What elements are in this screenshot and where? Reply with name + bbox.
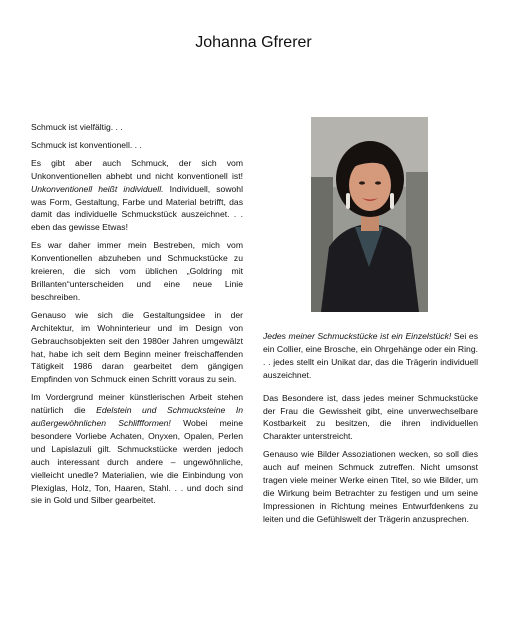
paragraph (263, 330, 478, 382)
text-run: Es gibt aber auch Schmuck, der sich vom Unkonventionellen abhebt und nicht konventionell ist! (31, 157, 243, 181)
text-run: Sei es ein Collier, eine Brosche, ein Ohrgehänge oder ein Ring. . . jedes stellt ein Unikat dar, das die Trägerin individuell auszeichnet. (263, 331, 478, 380)
emphasis-text: Unkonventionell heißt individuell. (31, 183, 164, 194)
emphasis-text: Edelstein und Schmucksteine In außergewöhnlichen Schliffformen! (31, 405, 243, 429)
paragraph: Schmuck ist vielfältig. . . (31, 122, 123, 132)
paragraph: Es war daher immer mein Bestreben, mich vom Konventionellen abzuheben und Schmuckstücke zu kreieren, die sich vom üblichen „Goldring mit Brillanten“unterscheiden und eine neue Linie beschreiben. (31, 240, 243, 302)
paragraph: Das Besondere ist, dass jedes meiner Schmuckstücke der Frau die Gewissheit gibt, eine unverwechselbare Kostbarkeit zu besitzen, die ihren individuellen Charakter unterstreicht. (263, 392, 478, 442)
text-run: Individuell, sowohl was Form, Gestaltung, Farbe und Material betrifft, das damit das individuelle Schmuckstück auszeichnet. . . eben das gewisse Etwas! (31, 183, 243, 233)
right-text-column (263, 330, 478, 526)
text-run: Wobei meine besondere Vorliebe Achaten, Onyxen, Opalen, Perlen und Lapislazuli gilt. Schmuckstücke werden jedoch auch interessant durch andere – ungewöhnliche, vielleicht unedle? Materialien, wie die Einbindung von Plexiglas, Holz, Ton, Haaren, Stahl. . . und doch sind sie in Gold und Silber gearbeitet. (31, 418, 243, 506)
emphasis-text: Jedes meiner Schmuckstücke ist ein Einzelstück! (263, 331, 452, 341)
left-text-column (31, 121, 243, 507)
paragraph: Genauso wie sich die Gestaltungsidee in der Architektur, im Wohninterieur und im Design von Gebrauchsobjekten seit den 1980er Jahren umgewälzt hat, habe ich seit dem Beginn meiner freischaffenden Tätigkeit 1986 daran gearbeitet dem gängigen Empfinden von Schmuck einen Schritt voraus zu sein. (31, 309, 243, 385)
paragraph: Genauso wie Bilder Assoziationen wecken, so soll dies auch auf meinen Schmuck zutreffen. Nicht umsonst tragen viele meiner Werke einen Titel, so wie Bilder, um die Wirkung beim Betrachter zu festigen und um seine Impressionen in Richtung meines Entwurfdenkens zu leiten und die Gefühlswelt der Trägerin anzusprechen. (263, 449, 478, 524)
paragraph: Schmuck ist konventionell. . . (31, 139, 142, 150)
portrait-image (311, 117, 428, 312)
text-run: Im Vordergrund meiner künstlerischen Arbeit stehen natürlich die (31, 392, 243, 416)
paragraph (31, 157, 243, 234)
portrait-photo (311, 117, 428, 312)
page-title: Johanna Gfrerer (195, 34, 312, 51)
paragraph (31, 391, 243, 507)
